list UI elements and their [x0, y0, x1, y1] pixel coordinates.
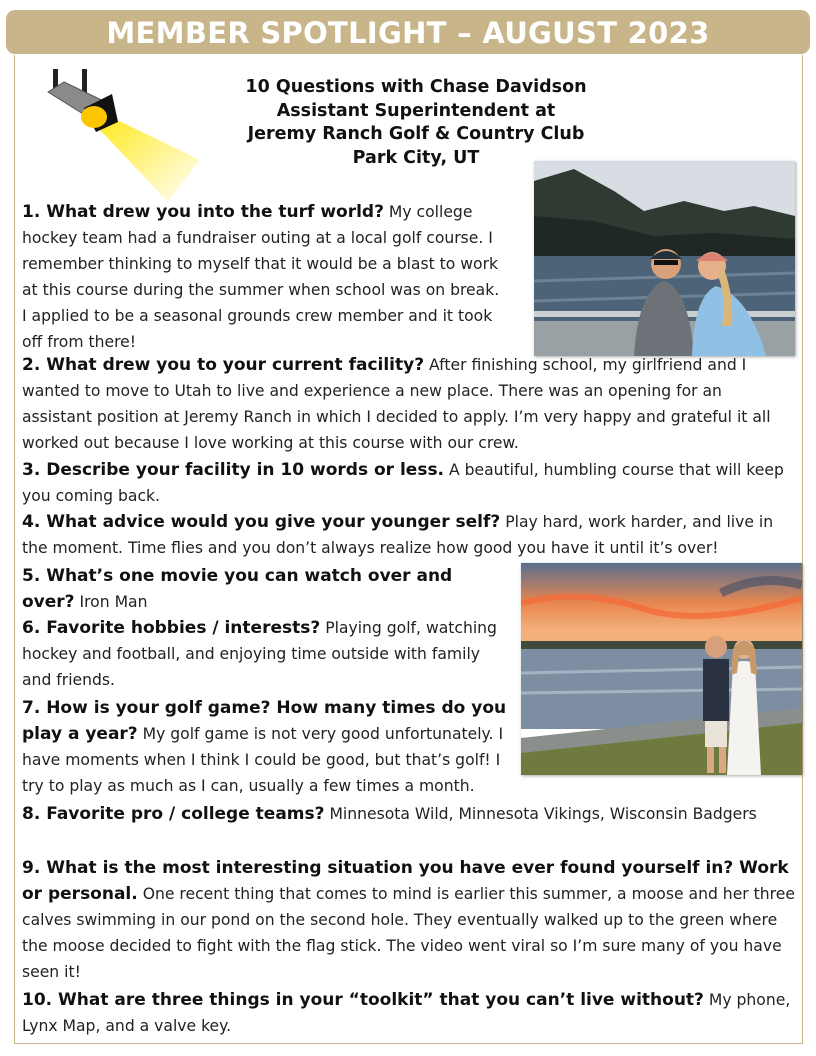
answer-8: Minnesota Wild, Minnesota Vikings, Wisconsin Badgers — [329, 805, 757, 823]
couple-sunset-photo — [521, 563, 802, 775]
answer-7: My golf game is not very good unfortunately. I have moments when I think I could be good, but that’s golf! I try to play as much as I can, usually a few times a month. — [22, 725, 504, 795]
qa-item-7 — [22, 695, 515, 799]
banner-title: MEMBER SPOTLIGHT – AUGUST 2023 — [106, 16, 710, 50]
question-9: 9. What is the most interesting situation you have ever found yourself in? Work or personal. — [22, 858, 789, 904]
qa-item-3 — [22, 457, 796, 509]
answer-5: Iron Man — [79, 593, 148, 611]
headline-title: Assistant Superintendent at — [276, 100, 556, 121]
qa-item-8 — [22, 801, 796, 827]
article-headline — [200, 76, 632, 170]
headline-club: Jeremy Ranch Golf & Country Club — [247, 124, 585, 145]
spotlight-icon — [38, 64, 208, 204]
couple-boat-photo — [534, 161, 795, 356]
question-5: 5. What’s one movie you can watch over and over? — [22, 566, 453, 612]
answer-6: Playing golf, watching hockey and football, and enjoying time outside with family and friends. — [22, 619, 497, 689]
question-8: 8. Favorite pro / college teams? — [22, 804, 325, 824]
qa-item-2 — [22, 352, 796, 456]
qa-item-4 — [22, 509, 796, 561]
question-7: 7. How is your golf game? How many times do you play a year? — [22, 698, 507, 744]
answer-10: My phone, Lynx Map, and a valve key. — [22, 991, 791, 1035]
qa-item-5 — [22, 563, 500, 615]
qa-item-6 — [22, 615, 500, 693]
qa-item-9 — [22, 855, 796, 985]
question-1: 1. What drew you into the turf world? — [22, 202, 384, 222]
question-10: 10. What are three things in your “toolkit” that you can’t live without? — [22, 990, 704, 1010]
answer-4: Play hard, work harder, and live in the moment. Time flies and you don’t always realize how good you have it until it’s over! — [22, 513, 774, 557]
question-4: 4. What advice would you give your younger self? — [22, 512, 501, 532]
answer-1: My college hockey team had a fundraiser outing at a local golf course. I remember thinking to myself that it would be a blast to work at this course during the summer when school was on break. I applied to be a seasonal grounds crew member and it took off from there! — [22, 203, 500, 351]
question-3: 3. Describe your facility in 10 words or less. — [22, 460, 445, 480]
answer-9: One recent thing that comes to mind is earlier this summer, a moose and her three calves swimming in our pond on the second hole. They eventually walked up to the green where the moose decided to fight with the flag stick. The video went viral so I’m sure many of you have seen it! — [22, 885, 795, 981]
question-2: 2. What drew you to your current facility? — [22, 355, 425, 375]
qa-item-1 — [22, 199, 500, 355]
question-6: 6. Favorite hobbies / interests? — [22, 618, 321, 638]
answer-3: A beautiful, humbling course that will keep you coming back. — [22, 461, 784, 505]
qa-item-10 — [22, 987, 796, 1039]
spotlight-banner — [6, 10, 810, 54]
headline-location: Park City, UT — [352, 147, 480, 168]
headline-name: 10 Questions with Chase Davidson — [245, 77, 587, 97]
answer-2: After finishing school, my girlfriend and I wanted to move to Utah to live and experience a new place. There was an opening for an assistant position at Jeremy Ranch in which I decided to apply. I’m very happy and grateful it all worked out because I love working at this course with our crew. — [22, 356, 771, 452]
